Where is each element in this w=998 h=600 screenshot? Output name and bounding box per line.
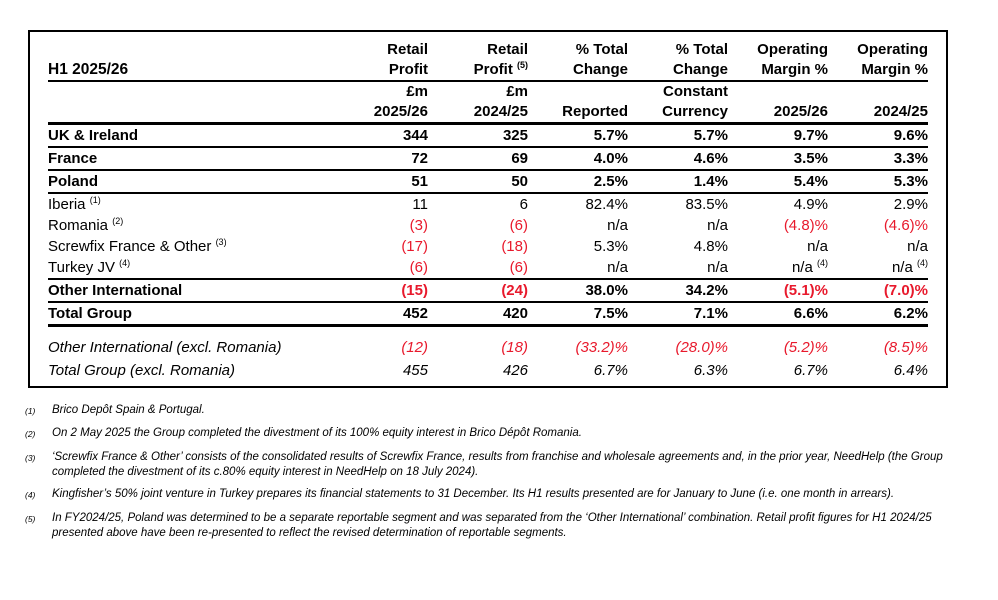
table-row-total-group: Total Group 452 420 7.5% 7.1% 6.6% 6.2% (48, 302, 928, 326)
col-header-change-constant: % Total Change (672, 41, 728, 78)
footnote-ref-3: (3) (215, 237, 227, 247)
subheader-col-1: £m 2025/26 (373, 83, 428, 120)
col-header-change-reported: % Total Change (572, 41, 628, 78)
footnote-ref-4: (4) (817, 258, 828, 268)
footnote-4 (25, 487, 977, 503)
table-row-turkey-jv: Turkey JV $^{(4)}$ (6) (6) n/a n/a n/a $^{(4)}$ n/a $^{(4)}$ (48, 257, 928, 279)
header-row-2 (48, 81, 928, 124)
footnote-text: On 2 May 2025 the Group completed the divestment of its 100% equity interest in Brico Dépôt Romania. (52, 427, 582, 439)
col-header-margin-2025: Operating Margin % (757, 41, 828, 78)
footnote-marker: (3) (25, 453, 36, 463)
row-label: UK & Ireland (48, 127, 139, 144)
row-label: Iberia (48, 196, 86, 213)
table-row-total-group-excl-romania: Total Group (excl. Romania) 455 426 6.7% 6.3% 6.7% 6.4% (48, 362, 928, 379)
subheader-col-4: Constant Currency (662, 83, 728, 120)
row-label: Screwfix France & Other (48, 238, 212, 255)
footnote-2 (25, 426, 977, 442)
table-row-romania: Romania $^{(2)}$ (3) (6) n/a n/a (4.8)% (4.6)% (48, 216, 928, 234)
footnote-1 (25, 403, 977, 419)
subheader-col-3: Reported (562, 103, 628, 120)
table-row-other-international: Other International (15) (24) 38.0% 34.2% (5.1)% (7.0)% (48, 279, 928, 302)
table-row-screwfix-france-other: Screwfix France & Other $^{(3)}$ (17) (18) 5.3% 4.8% n/a n/a (48, 237, 928, 255)
footnote-marker: (1) (25, 406, 36, 416)
subheader-col-6: 2024/25 (873, 103, 928, 120)
col-header-margin-2024: Operating Margin % (857, 41, 928, 78)
row-label: France (48, 150, 98, 167)
table-row-poland: Poland 51 50 2.5% 1.4% 5.4% 5.3% (48, 170, 928, 193)
subheader-empty (48, 81, 328, 124)
row-label: Total Group (48, 305, 132, 322)
header-row-1 (48, 40, 928, 81)
footnote-text: In FY2024/25, Poland was determined to be a separate reportable segment and was separated from the ‘Other International’ combination. Retail profit figures for H1 2024/25 presented above have been re-presented to reflect the revised determination of reportable segments. (52, 512, 932, 539)
col-header-retail-profit-2025: Retail Profit (387, 41, 428, 78)
footnote-marker: (4) (25, 490, 36, 500)
footnote-marker: (5) (25, 514, 36, 524)
row-label: Other International (excl. Romania) (48, 339, 282, 356)
footnote-text: Brico Depôt Spain & Portugal. (52, 404, 205, 416)
row-label: Poland (48, 173, 99, 190)
subheader-col-2: £m 2024/25 (473, 83, 528, 120)
footnote-ref-5: (5) (517, 60, 528, 70)
footnote-ref-4: (4) (119, 258, 131, 268)
row-label: Turkey JV (48, 259, 115, 276)
footnote-text: ‘Screwfix France & Other’ consists of the consolidated results of Screwfix France, results from franchise and wholesale agreements and, in the prior year, NeedHelp (the Group completed the divestment of its c.80% equity interest in NeedHelp on 18 July 2024). (52, 451, 943, 478)
table-row-uk-ireland: UK & Ireland 344 325 5.7% 5.7% 9.7% 9.6% (48, 124, 928, 148)
table-period-title: H1 2025/26 (48, 61, 129, 78)
table-row-iberia: Iberia $^{(1)}$ 11 6 82.4% 83.5% 4.9% 2.9% (48, 195, 928, 213)
footnote-text: Kingfisher’s 50% joint venture in Turkey prepares its financial statements to 31 December. Its H1 results presented are for January to June (i.e. one month in arrears). (52, 488, 895, 500)
footnote-ref-2: (2) (112, 216, 124, 226)
col-header-retail-profit-2024: Retail Profit $^{(5)}$ (473, 41, 528, 78)
footnote-ref-4: (4) (917, 258, 928, 268)
subheader-col-5: 2025/26 (773, 103, 828, 120)
row-label: Romania (48, 217, 109, 234)
row-label: Other International (48, 282, 183, 299)
footnote-3 (25, 450, 977, 480)
footnote-ref-1: (1) (89, 195, 101, 205)
table-row-france: France 72 69 4.0% 4.6% 3.5% 3.3% (48, 147, 928, 170)
footnotes (25, 403, 977, 548)
table-row-other-international-excl-romania: Other International (excl. Romania) (12) (18) (33.2)% (28.0)% (5.2)% (8.5)% (48, 339, 928, 356)
results-table (48, 40, 928, 382)
results-table-box (28, 30, 948, 388)
row-label: Total Group (excl. Romania) (48, 362, 236, 379)
footnote-5 (25, 511, 977, 541)
footnote-marker: (2) (25, 429, 36, 439)
spacer-row (48, 326, 928, 337)
